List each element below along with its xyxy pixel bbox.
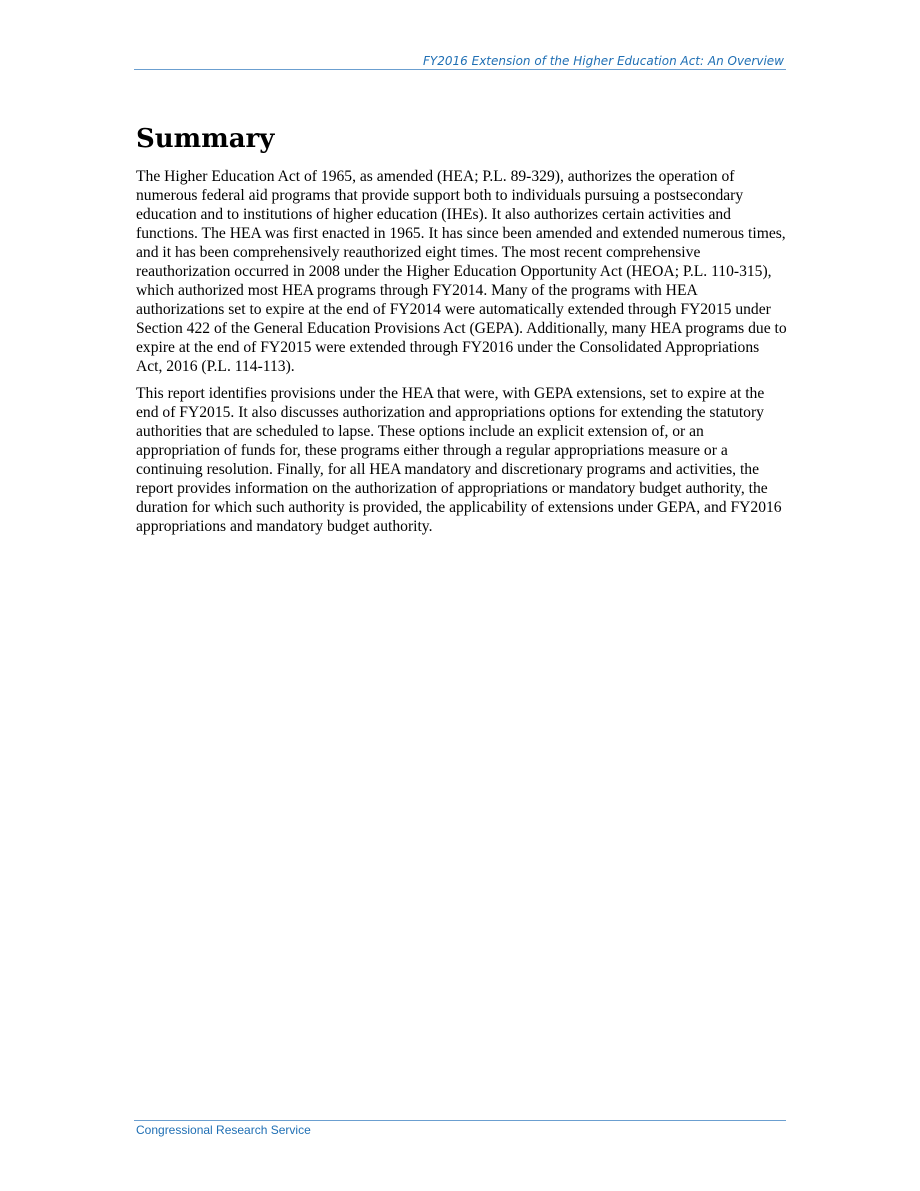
summary-heading: Summary (136, 124, 275, 154)
summary-body (136, 167, 788, 544)
header-divider (134, 69, 786, 70)
summary-paragraph-1: The Higher Education Act of 1965, as amended (HEA; P.L. 89-329), authorizes the operation of numerous federal aid programs that provide support both to individuals pursuing a postsecondary education and to institutions of higher education (IHEs). It also authorizes certain activities and functions. The HEA was first enacted in 1965. It has since been amended and extended numerous times, and it has been comprehensively reauthorized eight times. The most recent comprehensive reauthorization occurred in 2008 under the Higher Education Opportunity Act (HEOA; P.L. 110-315), which authorized most HEA programs through FY2014. Many of the programs with HEA authorizations set to expire at the end of FY2014 were automatically extended through FY2015 under Section 422 of the General Education Provisions Act (GEPA). Additionally, many HEA programs due to expire at the end of FY2015 were extended through FY2016 under the Consolidated Appropriations Act, 2016 (P.L. 114-113). (136, 168, 787, 375)
summary-paragraph-2: This report identifies provisions under the HEA that were, with GEPA extensions, set to expire at the end of FY2015. It also discusses authorization and appropriations options for extending the statutory authorities that are scheduled to lapse. These options include an explicit extension of, or an appropriation of funds for, these programs either through a regular appropriations measure or a continuing resolution. Finally, for all HEA mandatory and discretionary programs and activities, the report provides information on the authorization of appropriations or mandatory budget authority, the duration for which such authority is provided, the applicability of extensions under GEPA, and FY2016 appropriations and mandatory budget authority. (136, 385, 782, 535)
footer-divider (134, 1120, 786, 1121)
running-header-title: FY2016 Extension of the Higher Education Act: An Overview (423, 54, 784, 68)
footer-organization: Congressional Research Service (136, 1123, 311, 1137)
